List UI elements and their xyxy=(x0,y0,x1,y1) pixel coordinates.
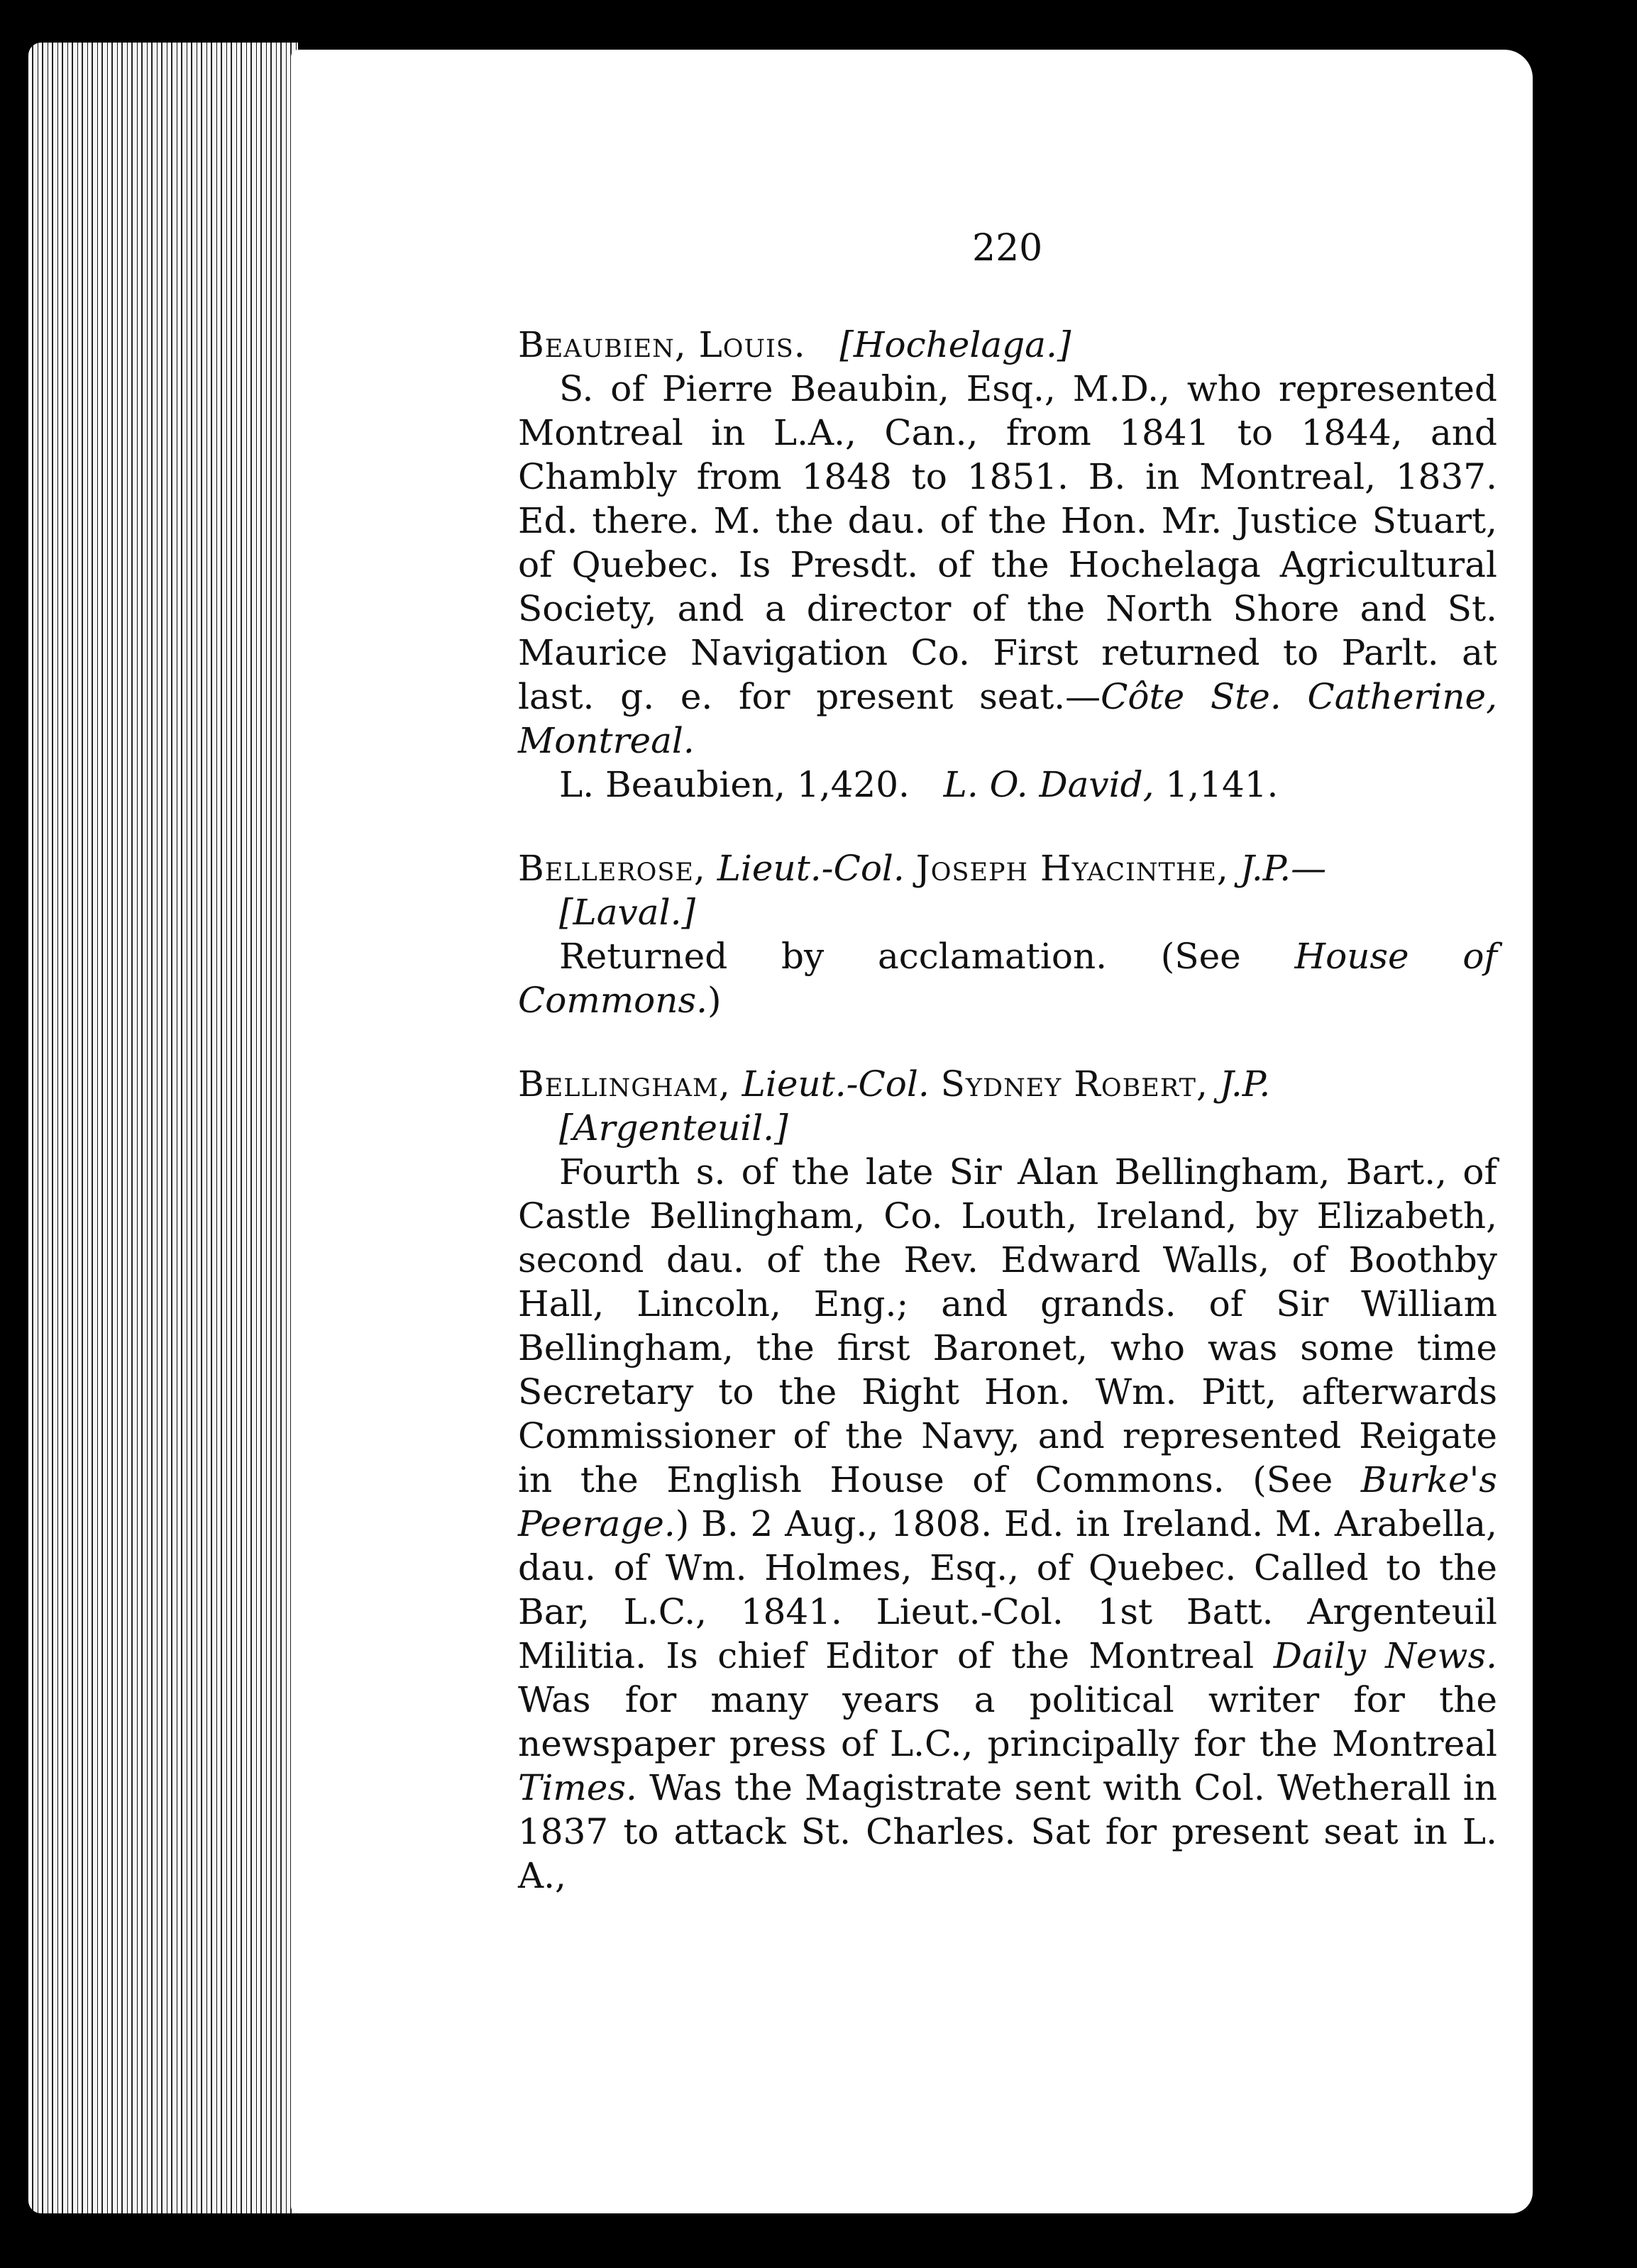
reference: Times. xyxy=(518,1767,637,1808)
entry-riding: [Argenteuil.] xyxy=(559,1107,788,1149)
entry-biography: Fourth s. of the late Sir Alan Bellingham, Bart., of Castle Bellingham, Co. Louth, Ireland, by Elizabeth, second dau. of the Rev. Edward Walls, of Boothby Hall, Lincoln, Eng.; and grands. of Sir William Bellingham, the first Baronet, who was some time Secretary to the Right Hon. Wm. Pitt, afterwards Commissioner of the Navy, and represented Reigate in the English House of Commons. (See Burke's Peerage.) B. 2 Aug., 1808. Ed. in Ireland. M. Arabella, dau. of Wm. Holmes, Esq., of Quebec. Called to the Bar, L.C., 1841. Lieut.-Col. 1st Batt. Argenteuil Militia. Is chief Editor of the Montreal Daily News. Was for many years a political writer for the newspaper press of L.C., principally for the Montreal Times. Was the Magistrate sent with Col. Wetherall in 1837 to attack St. Charles. Sat for present seat in L. A., xyxy=(518,1151,1497,1896)
page-stack-edges xyxy=(28,43,298,2213)
entry-name: Bellingham, xyxy=(518,1063,731,1105)
entry-heading xyxy=(518,846,1497,890)
reference: House of Commons. xyxy=(518,936,1497,1021)
election-result xyxy=(518,763,1497,807)
entry-riding: [Laval.] xyxy=(559,892,695,933)
result-loser: L. O. David, xyxy=(943,764,1154,805)
entry-heading xyxy=(518,323,1497,367)
entry-bellingham xyxy=(518,1062,1497,1898)
reference: Burke's Peerage. xyxy=(518,1459,1497,1544)
entry-bellerose xyxy=(518,846,1497,1022)
reference: Daily News. xyxy=(1273,1635,1497,1676)
entry-riding: [Hochelaga.] xyxy=(839,324,1071,365)
result-loser-votes: 1,141. xyxy=(1165,764,1279,805)
entry-suffix: J.P.— xyxy=(1240,848,1327,889)
entry-heading xyxy=(518,1062,1497,1106)
entry-given-name: Joseph Hyacinthe, xyxy=(915,848,1229,889)
entry-name: Bellerose, xyxy=(518,848,706,889)
entry-address: Côte Ste. Catherine, Montreal. xyxy=(518,676,1497,761)
entry-biography: S. of Pierre Beaubin, Esq., M.D., who represented Montreal in L.A., Can., from 1841 to 1844, and Chambly from 1848 to 1851. B. in Montreal, 1837. Ed. there. M. the dau. of the Hon. Mr. Justice Stuart, of Quebec. Is Presdt. of the Hochelaga Agricultural Society, and a director of the North Shore and St. Maurice Navigation Co. First returned to Parlt. at last. g. e. for present seat.—Côte Ste. Catherine, Montreal. xyxy=(518,368,1497,761)
entry-biography: Returned by acclamation. (See House of Commons.) xyxy=(518,936,1497,1021)
entry-suffix: J.P. xyxy=(1219,1063,1271,1105)
scan-border xyxy=(1547,0,1637,2268)
entry-name: Beaubien, Louis. xyxy=(518,324,806,365)
result-winner: L. Beaubien, 1,420. xyxy=(559,764,910,805)
entry-given-name: Sydney Robert, xyxy=(940,1063,1208,1105)
page-text xyxy=(518,323,1497,1937)
entry-title: Lieut.-Col. xyxy=(717,848,905,889)
entry-beaubien xyxy=(518,323,1497,807)
page-number: 220 xyxy=(972,227,1043,270)
entry-title: Lieut.-Col. xyxy=(742,1063,930,1105)
